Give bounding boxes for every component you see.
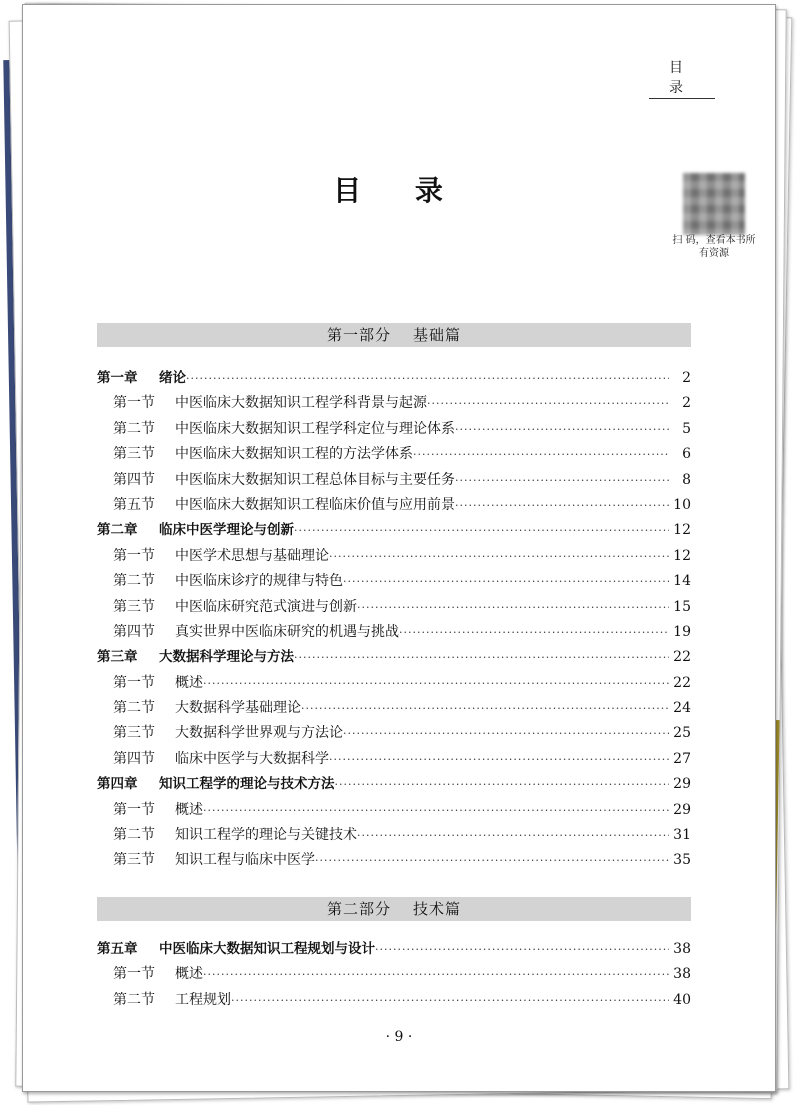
toc-entry-page: 2 — [682, 395, 691, 412]
toc-chapter-entry[interactable] — [97, 366, 691, 391]
toc-leader-dots — [413, 442, 669, 467]
toc-entry-number: 第四节 — [113, 471, 155, 488]
toc-entry-page: 29 — [673, 776, 691, 793]
toc-leader-dots — [343, 721, 669, 746]
toc-entry-number: 第四节 — [113, 750, 155, 767]
toc-leader-dots — [455, 417, 669, 442]
toc-section-entry[interactable] — [97, 671, 691, 696]
part-name: 基础篇 — [413, 326, 462, 344]
toc-section-entry[interactable] — [97, 442, 691, 467]
part-label: 第二部分 — [326, 900, 391, 918]
toc-entry-title: 大数据科学基础理论 — [175, 700, 301, 717]
toc-entry-title: 大数据科学理论与方法 — [159, 649, 294, 666]
toc-section-entry[interactable] — [97, 595, 691, 620]
toc-leader-dots — [455, 493, 669, 518]
toc-entry-page: 5 — [682, 420, 691, 437]
toc-entry-page: 24 — [673, 700, 691, 717]
toc-entry-number: 第三节 — [113, 852, 155, 869]
toc-entry-number: 第二节 — [113, 700, 155, 717]
toc-entry-page: 2 — [682, 370, 691, 386]
toc-entry-page: 10 — [673, 496, 691, 513]
toc-entry-title: 临床中医学理论与创新 — [159, 522, 294, 539]
toc-entry-title: 中医临床诊疗的规律与特色 — [175, 573, 343, 590]
toc-leader-dots — [399, 620, 669, 645]
toc-leader-dots — [203, 671, 669, 696]
toc-section-entry[interactable] — [97, 391, 691, 416]
toc-entry-page: 31 — [673, 827, 691, 844]
toc-entry-number: 第三章 — [97, 649, 138, 666]
toc-entry-number: 第二节 — [113, 573, 155, 590]
toc-entry-page: 35 — [673, 852, 691, 869]
toc-entry-number: 第一节 — [113, 801, 155, 818]
toc-entry-page: 38 — [673, 966, 691, 983]
toc-entry-title: 中医学术思想与基础理论 — [175, 547, 329, 564]
toc-entry-title: 临床中医学与大数据科学 — [175, 750, 329, 767]
toc-entry-number: 第一节 — [113, 547, 155, 564]
toc-section-entry[interactable] — [97, 468, 691, 493]
toc-entry-page: 22 — [673, 649, 691, 666]
toc-entry-page: 12 — [673, 522, 691, 539]
toc-section-entry[interactable] — [97, 721, 691, 746]
toc-entry-title: 知识工程学的理论与关键技术 — [175, 827, 357, 844]
toc-entry-title: 大数据科学世界观与方法论 — [175, 725, 343, 742]
toc-leader-dots — [301, 696, 669, 721]
toc-section-entry[interactable] — [97, 962, 691, 987]
toc-section-entry[interactable] — [97, 696, 691, 721]
toc-entry-page: 38 — [673, 941, 691, 957]
toc-entry-number: 第二节 — [113, 827, 155, 844]
toc-section-entry[interactable] — [97, 620, 691, 645]
toc-leader-dots — [186, 366, 669, 391]
document-page — [22, 4, 776, 1092]
toc-leader-dots — [357, 823, 669, 848]
toc-section-entry[interactable] — [97, 848, 691, 873]
toc-entry-number: 第三节 — [113, 598, 155, 615]
toc-entry-number: 第一节 — [113, 674, 155, 691]
toc-entry-number: 第四章 — [97, 776, 138, 793]
toc-leader-dots — [231, 988, 669, 1013]
toc-leader-dots — [203, 798, 669, 823]
toc-entry-title: 中医临床研究范式演进与创新 — [175, 598, 357, 615]
toc-leader-dots — [343, 569, 669, 594]
toc-entry-page: 14 — [673, 573, 691, 590]
toc-entry-page: 40 — [673, 991, 691, 1008]
toc-section-entry[interactable] — [97, 569, 691, 594]
toc-entry-page: 12 — [673, 547, 691, 564]
toc-entry-number: 第二节 — [113, 420, 155, 437]
toc-entry-number: 第五节 — [113, 496, 155, 513]
toc-entry-page: 29 — [673, 801, 691, 818]
toc-entry-title: 中医临床大数据知识工程学科背景与起源 — [175, 395, 427, 412]
toc-entry-number: 第二章 — [97, 522, 138, 539]
toc-entry-page: 22 — [673, 674, 691, 691]
toc-entry-title: 真实世界中医临床研究的机遇与挑战 — [175, 623, 399, 640]
toc-leader-dots — [357, 595, 669, 620]
toc-section-entry[interactable] — [97, 493, 691, 518]
toc-entry-page: 8 — [682, 471, 691, 488]
toc-leader-dots — [375, 937, 669, 962]
toc-leader-dots — [203, 962, 669, 987]
toc-chapter-entry[interactable] — [97, 937, 691, 962]
toc-entry-page: 25 — [673, 725, 691, 742]
part-name: 技术篇 — [413, 900, 462, 918]
toc-section-entry[interactable] — [97, 798, 691, 823]
toc-entry-title: 绪论 — [159, 370, 186, 386]
toc-entry-title: 概述 — [175, 966, 203, 983]
toc-entry-number: 第一章 — [97, 370, 138, 386]
qr-code-image — [683, 173, 745, 235]
running-head: 目 录 — [649, 57, 715, 99]
toc-leader-dots — [294, 645, 669, 670]
toc-entry-title: 知识工程学的理论与技术方法 — [159, 776, 335, 793]
toc-entry-number: 第三节 — [113, 446, 155, 463]
toc-leader-dots — [427, 391, 669, 416]
toc-entry-page: 15 — [673, 598, 691, 615]
toc-chapter-entry[interactable] — [97, 518, 691, 543]
toc-list — [97, 366, 691, 874]
toc-entry-number: 第二节 — [113, 991, 155, 1008]
toc-entry-title: 中医临床大数据知识工程规划与设计 — [159, 941, 375, 957]
toc-leader-dots — [455, 468, 669, 493]
toc-section-entry[interactable] — [97, 747, 691, 772]
toc-entry-title: 中医临床大数据知识工程总体目标与主要任务 — [175, 471, 455, 488]
page-number: · 9 · — [385, 1029, 413, 1045]
toc-section-entry[interactable] — [97, 417, 691, 442]
toc-section-entry[interactable] — [97, 988, 691, 1013]
toc-leader-dots — [315, 848, 669, 873]
toc-entry-number: 第四节 — [113, 623, 155, 640]
toc-entry-title: 知识工程与临床中医学 — [175, 852, 315, 869]
qr-caption: 扫 码，查看本书所有资源 — [672, 235, 756, 259]
toc-section-entry[interactable] — [97, 823, 691, 848]
toc-entry-page: 27 — [673, 750, 691, 767]
toc-entry-number: 第一节 — [113, 966, 155, 983]
page-title: 目 录 — [333, 174, 465, 207]
toc-leader-dots — [329, 544, 669, 569]
toc-entry-title: 概述 — [175, 674, 203, 691]
toc-entry-number: 第一节 — [113, 395, 155, 412]
toc-section-entry[interactable] — [97, 544, 691, 569]
toc-leader-dots — [335, 772, 670, 797]
toc-entry-title: 中医临床大数据知识工程的方法学体系 — [175, 446, 413, 463]
toc-entry-title: 中医临床大数据知识工程学科定位与理论体系 — [175, 420, 455, 437]
toc-list — [97, 937, 691, 1013]
toc-chapter-entry[interactable] — [97, 645, 691, 670]
toc-entry-page: 6 — [682, 446, 691, 463]
toc-entry-page: 19 — [673, 623, 691, 640]
part-label: 第一部分 — [326, 326, 391, 344]
toc-leader-dots — [294, 518, 669, 543]
part-banner — [97, 897, 691, 921]
toc-entry-title: 工程规划 — [175, 991, 231, 1008]
toc-entry-title: 中医临床大数据知识工程临床价值与应用前景 — [175, 496, 455, 513]
part-banner — [97, 323, 691, 347]
toc-entry-number: 第五章 — [97, 941, 138, 957]
toc-entry-number: 第三节 — [113, 725, 155, 742]
toc-entry-title: 概述 — [175, 801, 203, 818]
toc-chapter-entry[interactable] — [97, 772, 691, 797]
toc-leader-dots — [329, 747, 669, 772]
